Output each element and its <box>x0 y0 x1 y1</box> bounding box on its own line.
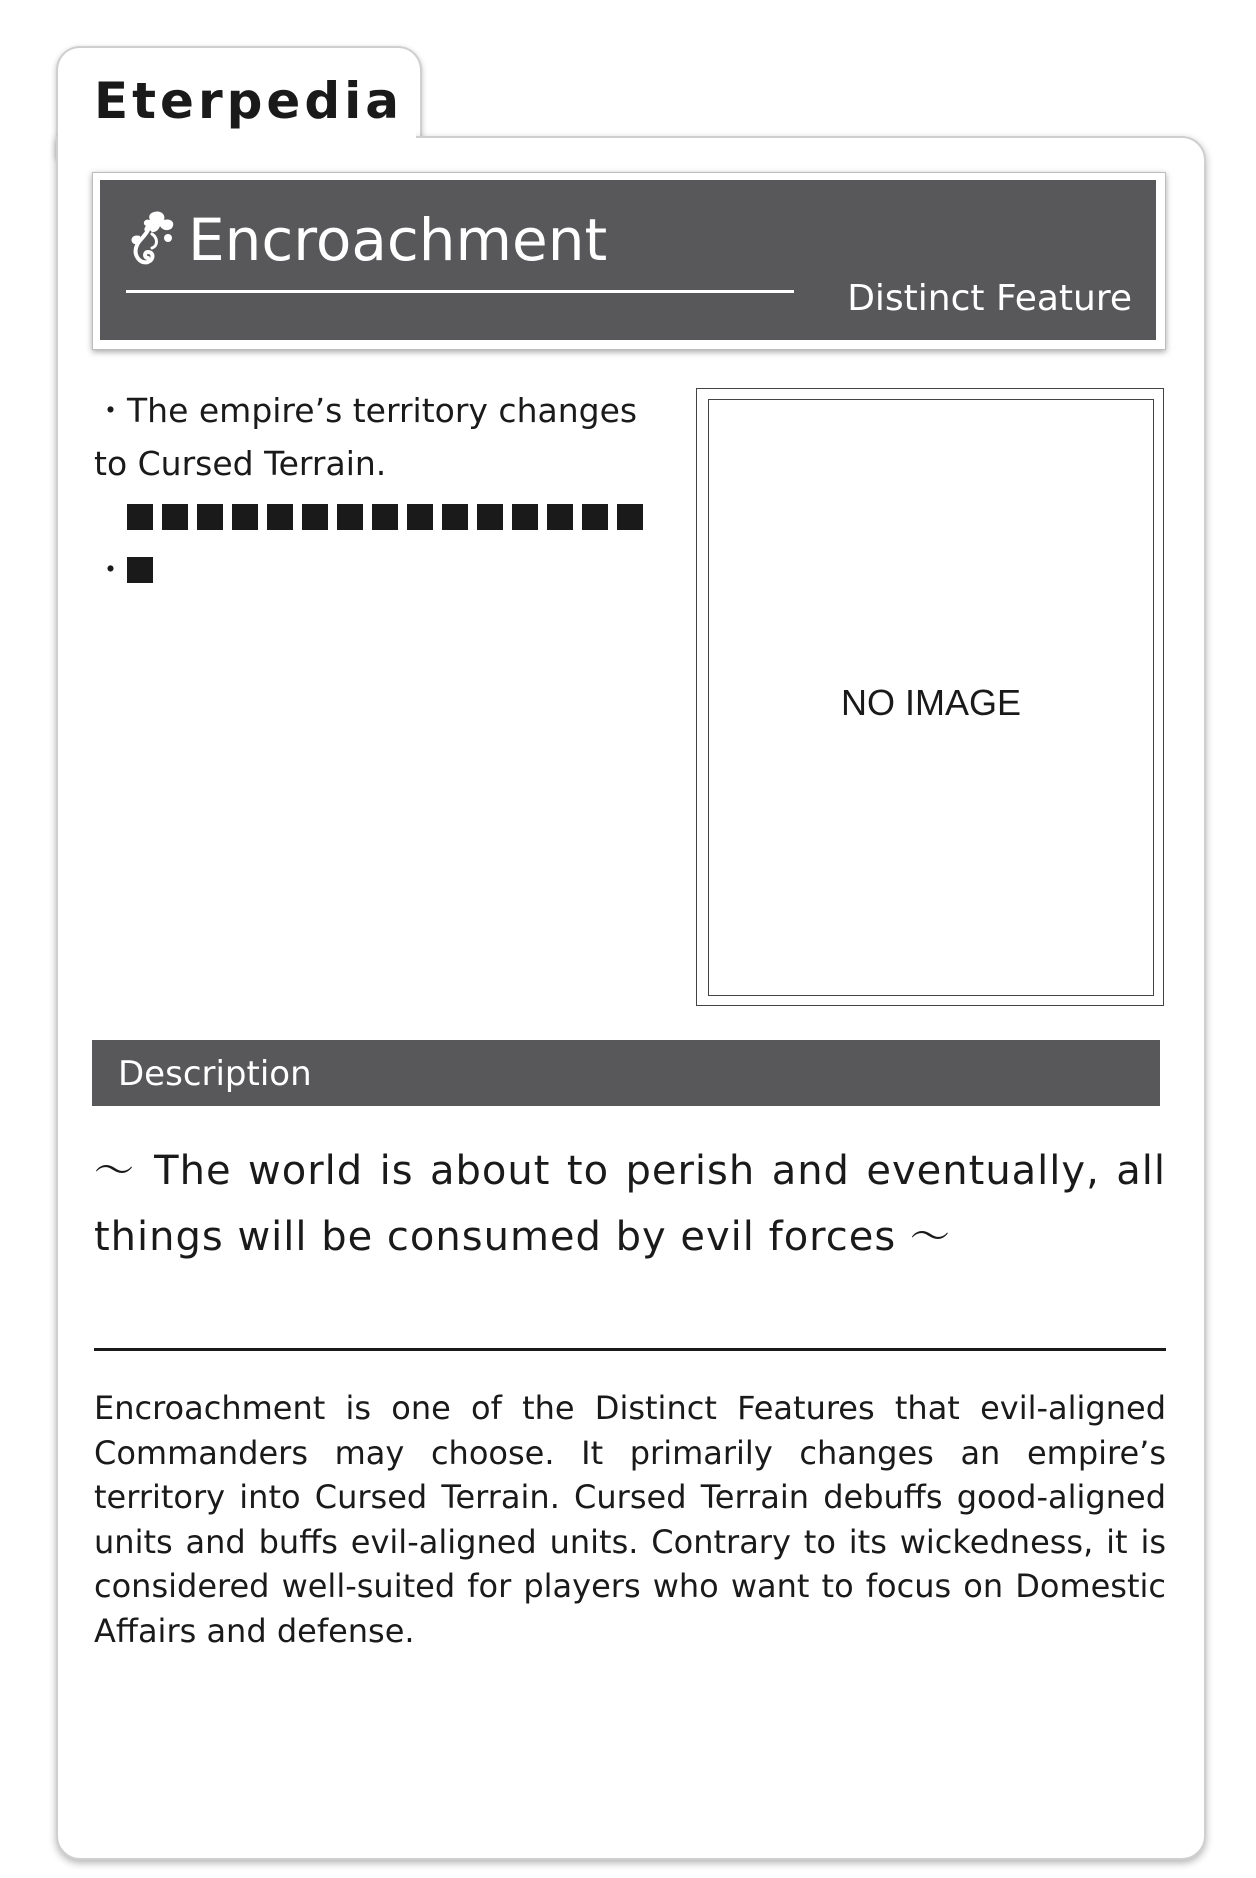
effect-item: ・The empire’s territory changes to Cursed Terrain. <box>94 391 638 483</box>
description-body: Encroachment is one of the Distinct Features that evil-aligned Commanders may choose. It primarily changes an empire’s territory into Cursed Terrain. Cursed Terrain debuffs good-aligned units and buffs evil-aligned units. Contrary to its wickedness, it is considered well-suited for players who want to focus on Domestic Affairs and defense. <box>94 1389 1166 1650</box>
redaction-block <box>127 504 153 530</box>
app-title: Eterpedia <box>94 72 403 130</box>
effect-item-redacted: ・ <box>94 490 674 596</box>
redaction-block <box>372 504 398 530</box>
redaction-block <box>582 504 608 530</box>
redaction-block <box>407 504 433 530</box>
redaction-block <box>337 504 363 530</box>
no-image-label: NO IMAGE <box>840 682 1022 723</box>
redaction-block <box>232 504 258 530</box>
redaction-block <box>127 557 153 583</box>
redaction-block <box>442 504 468 530</box>
redaction-block <box>162 504 188 530</box>
effects-list <box>94 384 674 596</box>
section-divider <box>94 1348 1166 1351</box>
description-label: Description <box>118 1054 312 1094</box>
description-quote: ～ The world is about to perish and eventually, all things will be consumed by evil forces ～ <box>94 1148 1166 1260</box>
entry-category: Distinct Feature <box>847 278 1132 319</box>
redaction-block <box>197 504 223 530</box>
redaction-block <box>477 504 503 530</box>
title-underline <box>126 290 794 293</box>
redaction-block <box>267 504 293 530</box>
redaction-block <box>512 504 538 530</box>
redaction-block <box>302 504 328 530</box>
redaction-block <box>547 504 573 530</box>
redaction-block <box>617 504 643 530</box>
redacted-text <box>127 490 652 596</box>
entry-title: Encroachment <box>188 206 608 274</box>
leaf-crest-icon <box>124 208 178 270</box>
